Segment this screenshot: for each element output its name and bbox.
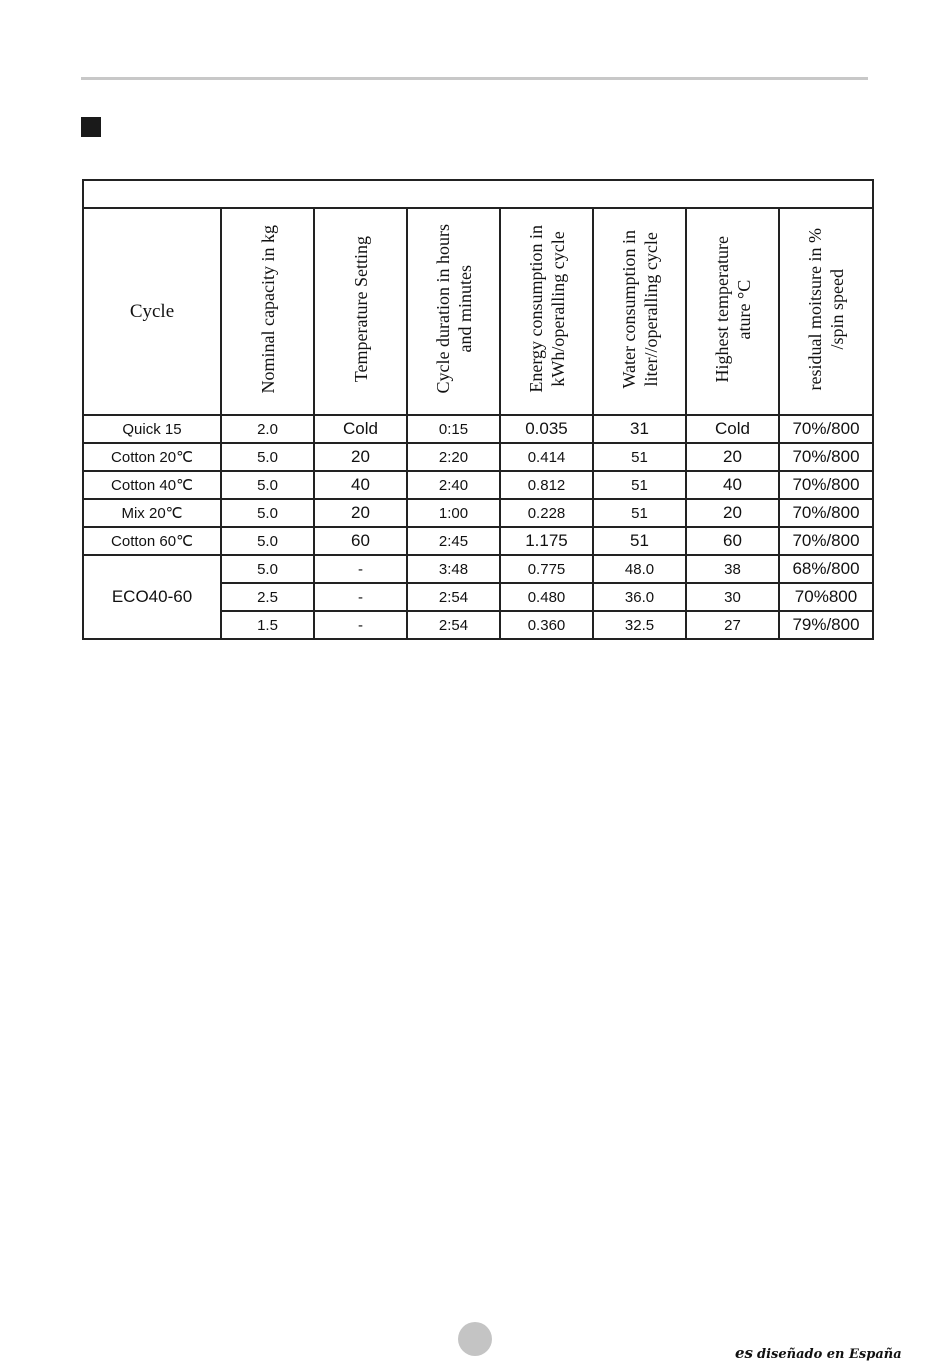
table-header-row [83, 208, 873, 415]
energy-cell: 0.360 [500, 611, 593, 639]
table-row [83, 471, 873, 499]
water-cell: 51 [593, 499, 686, 527]
header-temperature-setting-label [350, 236, 372, 382]
capacity-cell: 2.5 [221, 583, 314, 611]
header-line: ature °C [733, 279, 754, 339]
brand-mark: es [735, 1344, 753, 1362]
duration-cell: 2:40 [407, 471, 500, 499]
cycle-name-cell: Mix 20℃ [83, 499, 221, 527]
water-cell: 31 [593, 415, 686, 443]
header-cycle-duration [407, 208, 500, 415]
page-number-badge [458, 1322, 492, 1356]
capacity-cell: 5.0 [221, 443, 314, 471]
energy-cell: 0.035 [500, 415, 593, 443]
energy-cell: 0.480 [500, 583, 593, 611]
header-highest-temperature [686, 208, 779, 415]
header-residual-moisture-label [804, 228, 848, 390]
table-title-cell [83, 180, 873, 208]
brand-logo [735, 1344, 902, 1366]
temperature-setting-cell: - [314, 555, 407, 583]
temperature-setting-cell: 40 [314, 471, 407, 499]
header-line: residual moitsure in % [805, 227, 825, 391]
header-line: Temperature Setting [350, 235, 371, 383]
highest-temperature-cell: Cold [686, 415, 779, 443]
duration-cell: 2:54 [407, 611, 500, 639]
temperature-setting-cell: - [314, 583, 407, 611]
temperature-setting-cell: 60 [314, 527, 407, 555]
water-cell: 51 [593, 527, 686, 555]
residual-moisture-cell: 68%/800 [779, 555, 873, 583]
temperature-setting-cell: 20 [314, 443, 407, 471]
residual-moisture-cell: 70%/800 [779, 415, 873, 443]
residual-moisture-cell: 70%/800 [779, 499, 873, 527]
energy-cell: 0.228 [500, 499, 593, 527]
water-cell: 32.5 [593, 611, 686, 639]
table-row [83, 443, 873, 471]
highest-temperature-cell: 27 [686, 611, 779, 639]
header-line: Nominal capacity in kg [257, 224, 278, 394]
duration-cell: 1:00 [407, 499, 500, 527]
header-line: kWh/operalling cycle [547, 231, 568, 387]
water-cell: 51 [593, 443, 686, 471]
duration-cell: 2:20 [407, 443, 500, 471]
program-data-table [82, 179, 874, 640]
header-line: and minutes [454, 265, 475, 353]
header-water-consumption [593, 208, 686, 415]
header-line: liter//operalling cycle [640, 231, 661, 387]
section-marker-square [81, 117, 101, 137]
header-cycle-duration-label [432, 224, 476, 393]
top-divider [81, 77, 868, 80]
highest-temperature-cell: 20 [686, 443, 779, 471]
table-row [83, 527, 873, 555]
table-title-row [83, 180, 873, 208]
water-cell: 51 [593, 471, 686, 499]
header-energy-consumption-label [525, 225, 569, 393]
residual-moisture-cell: 70%/800 [779, 471, 873, 499]
header-nominal-capacity [221, 208, 314, 415]
header-water-consumption-label [618, 230, 662, 389]
header-highest-temperature-label [711, 236, 755, 382]
header-residual-moisture [779, 208, 873, 415]
header-line: /spin speed [827, 268, 847, 350]
temperature-setting-cell: - [314, 611, 407, 639]
cycle-name-cell: Cotton 60℃ [83, 527, 221, 555]
duration-cell: 3:48 [407, 555, 500, 583]
capacity-cell: 5.0 [221, 499, 314, 527]
cycle-name-cell: Cotton 20℃ [83, 443, 221, 471]
header-cycle [83, 208, 221, 415]
program-data-table-wrapper [82, 179, 872, 640]
capacity-cell: 5.0 [221, 527, 314, 555]
header-energy-consumption [500, 208, 593, 415]
header-line: Water consumption in [618, 229, 639, 389]
header-line: Cycle duration in hours [432, 224, 453, 394]
capacity-cell: 1.5 [221, 611, 314, 639]
header-line: Energy consumption in [525, 225, 546, 393]
energy-cell: 1.175 [500, 527, 593, 555]
temperature-setting-cell: Cold [314, 415, 407, 443]
capacity-cell: 2.0 [221, 415, 314, 443]
brand-text: diseñado en España [757, 1347, 902, 1362]
duration-cell: 0:15 [407, 415, 500, 443]
residual-moisture-cell: 79%/800 [779, 611, 873, 639]
temperature-setting-cell: 20 [314, 499, 407, 527]
highest-temperature-cell: 40 [686, 471, 779, 499]
residual-moisture-cell: 70%/800 [779, 443, 873, 471]
residual-moisture-cell: 70%800 [779, 583, 873, 611]
capacity-cell: 5.0 [221, 471, 314, 499]
header-temperature-setting [314, 208, 407, 415]
duration-cell: 2:45 [407, 527, 500, 555]
water-cell: 48.0 [593, 555, 686, 583]
header-cycle-label: Cycle [129, 300, 175, 322]
eco-cycle-name-cell: ECO40-60 [83, 555, 221, 639]
energy-cell: 0.414 [500, 443, 593, 471]
header-nominal-capacity-label [257, 225, 279, 393]
cycle-name-cell: Quick 15 [83, 415, 221, 443]
water-cell: 36.0 [593, 583, 686, 611]
highest-temperature-cell: 60 [686, 527, 779, 555]
table-row [83, 555, 873, 583]
duration-cell: 2:54 [407, 583, 500, 611]
highest-temperature-cell: 30 [686, 583, 779, 611]
highest-temperature-cell: 38 [686, 555, 779, 583]
table-row [83, 499, 873, 527]
residual-moisture-cell: 70%/800 [779, 527, 873, 555]
header-line: Highest temperature [711, 235, 732, 383]
energy-cell: 0.775 [500, 555, 593, 583]
highest-temperature-cell: 20 [686, 499, 779, 527]
table-row [83, 415, 873, 443]
energy-cell: 0.812 [500, 471, 593, 499]
capacity-cell: 5.0 [221, 555, 314, 583]
cycle-name-cell: Cotton 40℃ [83, 471, 221, 499]
